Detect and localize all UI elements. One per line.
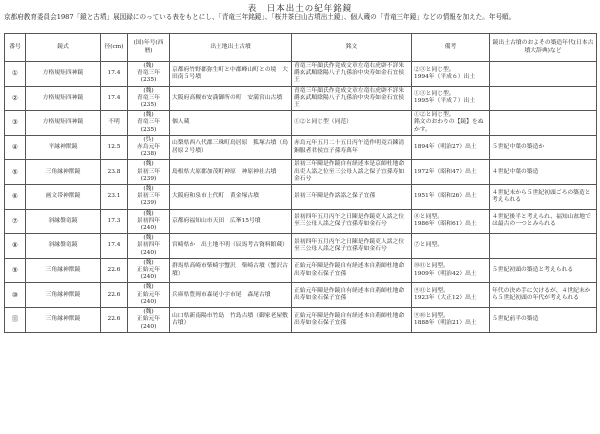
table-row: [5, 283, 597, 308]
mirror-type: 斜縁盤竜鏡: [26, 234, 101, 259]
inscription-text: 赤烏元年五月二十五日丙午造作明竟百錬清銅服者君侯宜子孫寿萬年: [292, 135, 412, 160]
mirror-type: 平縁神獣鏡: [26, 135, 101, 160]
diameter: 17.3: [101, 209, 128, 234]
excavation-site: 京都府福知山市天田 広峯15号墳: [170, 209, 292, 234]
inscription-text: 景初四年五月丙午之日陳是作鏡吏人詺之位至三公母人詺之保子宜孫寿如金石兮: [292, 209, 412, 234]
construction-period: ４世紀末から５世紀初頭ごろの築造と考えられる: [490, 185, 597, 210]
construction-period: [490, 86, 597, 111]
mirror-type: 三角縁神獣鏡: [26, 308, 101, 333]
diameter: 17.4: [101, 62, 128, 87]
diameter: 22.6: [101, 258, 128, 283]
table-row: [5, 62, 597, 87]
era-name: (魏) 青竜三年 (235): [128, 62, 170, 87]
inscription-text: ①②と同じ型（同范）: [292, 111, 412, 136]
mirror-type: 方格規矩四神鏡: [26, 86, 101, 111]
notes: 1894年（明治27）出土: [412, 135, 490, 160]
excavation-site: 大阪府高槻市安満御所の町 安満宮山古墳: [170, 86, 292, 111]
table-row: [5, 234, 597, 259]
row-number: ⑤: [5, 160, 26, 185]
construction-period: ４世紀中葉の築造: [490, 160, 597, 185]
table-row: [5, 308, 597, 333]
header-site: 出土地出土古墳: [170, 34, 292, 62]
row-number: ⑩: [5, 283, 26, 308]
inscription-text: 正始元年陳是作鏡自有経述本自荊師杜地命出寿如金石保子宜孫: [292, 308, 412, 333]
row-number: ⑥: [5, 185, 26, 210]
excavation-site: 山梨県西八代郡三珠町鳥居原 狐塚古墳（鳥居原２号墳）: [170, 135, 292, 160]
era-name: (呉) 赤烏元年 (238): [128, 135, 170, 160]
mirror-type: 方格規矩四神鏡: [26, 62, 101, 87]
era-name: (魏) 正始元年 (240): [128, 283, 170, 308]
notes: ⑧と同型。 1986年（昭和61）出土: [412, 209, 490, 234]
row-number: ④: [5, 135, 26, 160]
excavation-site: 大阪府和泉市上代町 黄金塚古墳: [170, 185, 292, 210]
inscription-text: 青竜三年顔氏作竟成文章左竜右虎辟不詳朱爵玄武順陰陽八子九孫治中央寿如金石宜侯王: [292, 62, 412, 87]
notes: ②③と同じ型。 1994年（平成６）出土: [412, 62, 490, 87]
mirror-type: 方格規矩四神鏡: [26, 111, 101, 136]
mirror-type: 斜縁盤竜鏡: [26, 209, 101, 234]
header-row: [5, 34, 597, 62]
header-mirror-type: 鏡式: [26, 34, 101, 62]
inscription-text: 景初三年陳是作詺詺之保子宜孫: [292, 185, 412, 210]
table-row: [5, 185, 597, 210]
notes: 1951年（昭和26）出土: [412, 185, 490, 210]
diameter: 12.5: [101, 135, 128, 160]
excavation-site: 島根県大原郡加茂町神原 神原神社古墳: [170, 160, 292, 185]
era-name: (魏) 景初四年 (240): [128, 209, 170, 234]
inscription-text: 正始元年陳是作鏡自有経述本自荊師杜地命出寿如金石保子宜孫: [292, 258, 412, 283]
era-name: (魏) 景初三年 (239): [128, 160, 170, 185]
diameter: 22.6: [101, 283, 128, 308]
construction-period: [490, 111, 597, 136]
era-name: (魏) 青竜三年 (235): [128, 111, 170, 136]
excavation-site: 群馬県高崎市柴崎字蟹沢 柴崎古墳（蟹沢古墳）: [170, 258, 292, 283]
construction-period: ５世紀初頭の築造と考えられる: [490, 258, 597, 283]
table-row: [5, 86, 597, 111]
table-row: [5, 111, 597, 136]
diameter: 不明: [101, 111, 128, 136]
header-era: (国)年号(西暦): [128, 34, 170, 62]
notes: 1972年（昭和47）出土: [412, 160, 490, 185]
row-number: ①: [5, 62, 26, 87]
notes: ⑨⑪と同型。 1923年（大正12）出土: [412, 283, 490, 308]
excavation-site: 京都府竹野郡弥生町と中郡峰山町との境 大田南５号墳: [170, 62, 292, 87]
row-number: ②: [5, 86, 26, 111]
diameter: 17.4: [101, 234, 128, 259]
era-name: (魏) 正始元年 (240): [128, 258, 170, 283]
inscription-text: 景初三年陳是作鏡自有経述本是京師杜地命出吏人詺之位至三公母人詺之保子宜孫寿如金石兮: [292, 160, 412, 185]
notes: ⑦と同型。: [412, 234, 490, 259]
notes: ①③と同じ型。 1995年（平成７）出土: [412, 86, 490, 111]
diameter: 22.6: [101, 308, 128, 333]
mirror-type: 画文帯神獣鏡: [26, 185, 101, 210]
table-row: [5, 135, 597, 160]
era-name: (魏) 景初四年 (240): [128, 234, 170, 259]
era-name: (魏) 青竜三年 (235): [128, 86, 170, 111]
construction-period: ４世紀後半と考えられ、福知山盆地では最古の一つとみられる: [490, 209, 597, 234]
table-row: [5, 209, 597, 234]
row-number: ⑦: [5, 209, 26, 234]
row-number: ⑨: [5, 258, 26, 283]
header-notes: 備考: [412, 34, 490, 62]
diameter: 23.1: [101, 185, 128, 210]
diameter: 17.4: [101, 86, 128, 111]
table-row: [5, 258, 597, 283]
diameter: 23.8: [101, 160, 128, 185]
notes: ⑨⑩と同型。 1888年（明治21）出土: [412, 308, 490, 333]
row-number: ⑪: [5, 308, 26, 333]
table-caption: 京都府教育委員会1987「鏡と古墳」展図録にのっている表をもとにし、「青竜三年銘鏡」、「桜井茶臼山古墳出土鏡」、個人蔵の「青竜三年鏡」などの情報を加えた。年号順。: [4, 13, 516, 21]
excavation-site: 兵庫県豊岡市森尾小字市尾 森尾古墳: [170, 283, 292, 308]
mirror-type: 三角縁神獣鏡: [26, 258, 101, 283]
table-row: [5, 160, 597, 185]
row-number: ⑧: [5, 234, 26, 259]
excavation-site: 個人蔵: [170, 111, 292, 136]
era-name: (魏) 正始元年 (240): [128, 308, 170, 333]
row-number: ③: [5, 111, 26, 136]
mirror-type: 三角縁神獣鏡: [26, 283, 101, 308]
header-number: 番号: [5, 34, 26, 62]
excavation-site: 宮崎県か 出土地不明（辰馬考古資料館蔵）: [170, 234, 292, 259]
construction-period: ５世紀前半の築造: [490, 308, 597, 333]
page-title: 表 日本出土の紀年銘鏡: [247, 4, 353, 14]
inscription-text: 景初四年五月丙午之日陳是作鏡吏人詺之位至三公母人詺之保子宜孫寿如金石兮: [292, 234, 412, 259]
mirror-type: 三角縁神獣鏡: [26, 160, 101, 185]
notes: ①②と同じ型。 銘文のおわりの【鏡】をぬかす。: [412, 111, 490, 136]
excavation-site: 山口県新南陽市竹島 竹島古墳（御家老屋敷古墳）: [170, 308, 292, 333]
header-construction-period: 鏡出土古墳のおよその築造年代(日本古墳大辞典)など: [490, 34, 597, 62]
header-inscription: 銘文: [292, 34, 412, 62]
era-name: (魏) 景初三年 (239): [128, 185, 170, 210]
inscribed-mirror-table: [4, 33, 597, 333]
notes: ⑩⑪と同型。 1909年（明治42）出土: [412, 258, 490, 283]
header-diameter: 径(cm): [101, 34, 128, 62]
construction-period: ５世紀中葉の築造か: [490, 135, 597, 160]
construction-period: 年代の決め手に欠けるが、４世紀末から５世紀初頭の年代が考えられる: [490, 283, 597, 308]
inscription-text: 正始元年陳是作鏡自有経述本自荊師杜地命出寿如金石保子宜孫: [292, 283, 412, 308]
inscription-text: 青竜三年顔氏作竟成文章左竜右虎辟不詳朱爵玄武順陰陽八子九孫治中央寿如金石宜侯王: [292, 86, 412, 111]
construction-period: [490, 62, 597, 87]
construction-period: [490, 234, 597, 259]
